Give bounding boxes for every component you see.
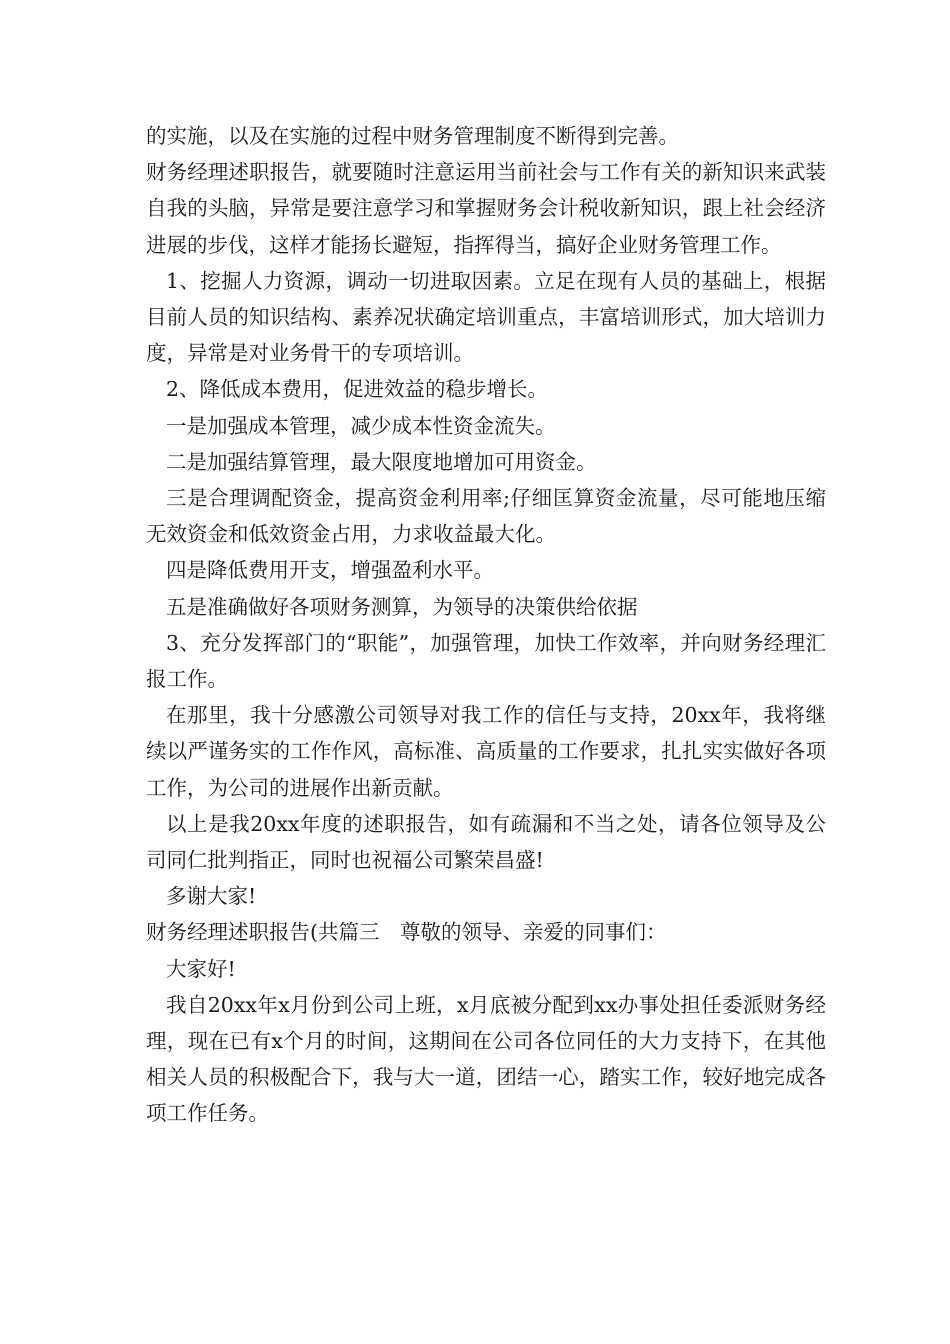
- paragraph-16: 我自20xx年x月份到公司上班，x月底被分配到xx办事处担任委派财务经理，现在已有x个月的时间，这期间在公司各位同任的大力支持下，在其他相关人员的积极配合下，我与大一道，团结一心，踏实工作，较好地完成各项工作任务。: [146, 992, 826, 1126]
- paragraph-10: 3、充分发挥部门的“职能”，加强管理，加快工作效率，并向财务经理汇报工作。: [146, 630, 826, 692]
- paragraph-13: 多谢大家!: [166, 884, 257, 909]
- paragraph-5: 一是加强成本管理，减少成本性资金流失。: [166, 413, 556, 438]
- paragraph-12: 以上是我20xx年度的述职报告，如有疏漏和不当之处，请各位领导及公司同仁批判指正，同时也祝福公司繁荣昌盛!: [146, 811, 826, 873]
- paragraph-7: 三是合理调配资金，提高资金利用率;仔细匡算资金流量，尽可能地压缩无效资金和低效资金占用，力求收益最大化。: [146, 486, 826, 547]
- paragraph-6: 二是加强结算管理，最大限度地增加可用资金。: [166, 449, 597, 474]
- paragraph-9: 五是准确做好各项财务测算，为领导的决策供给依据: [166, 594, 638, 619]
- paragraph-3: 1、挖掘人力资源，调动一切进取因素。立足在现有人员的基础上，根据目前人员的知识结构、素养况状确定培训重点，丰富培训形式，加大培训力度，异常是对业务骨干的专项培训。: [146, 268, 826, 366]
- paragraph-2: 财务经理述职报告，就要随时注意运用当前社会与工作有关的新知识来武装自我的头脑，异常是要注意学习和掌握财务会计税收新知识，跟上社会经济进展的步伐，这样才能扬长避短，指挥得当，搞好企业财务管理工作。: [146, 160, 826, 257]
- paragraph-1: 的实施，以及在实施的过程中财务管理制度不断得到完善。: [146, 124, 679, 148]
- paragraph-4: 2、降低成本费用，促进效益的稳步增长。: [166, 377, 549, 402]
- document-body: [146, 118, 826, 1132]
- paragraph-11: 在那里，我十分感激公司领导对我工作的信任与支持，20xx年，我将继续以严谨务实的工作作风，高标准、高质量的工作要求，扎扎实实做好各项工作，为公司的进展作出新贡献。: [146, 703, 826, 800]
- paragraph-14: 财务经理述职报告(共篇三 尊敬的领导、亲爱的同事们：: [146, 920, 667, 945]
- paragraph-15: 大家好!: [166, 956, 236, 981]
- paragraph-8: 四是降低费用开支，增强盈利水平。: [166, 558, 494, 583]
